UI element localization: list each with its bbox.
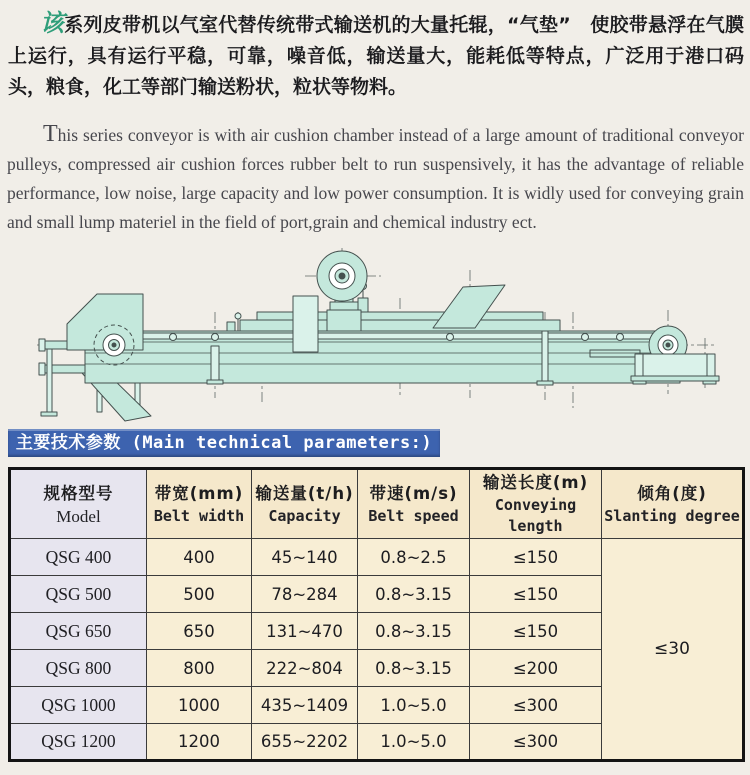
cell-model: QSG 800 — [10, 650, 147, 687]
cell-belt-speed: 0.8~2.5 — [358, 539, 470, 576]
cell-belt-width: 800 — [147, 650, 252, 687]
cell-conveying-length: ≤150 — [470, 613, 602, 650]
cell-belt-speed: 0.8~3.15 — [358, 613, 470, 650]
cell-model: QSG 1200 — [10, 724, 147, 761]
section-banner: 主要技术参数 (Main technical parameters:) — [8, 429, 440, 457]
cell-belt-speed: 1.0~5.0 — [358, 687, 470, 724]
intro-lead-char: 该 — [40, 9, 65, 37]
cell-conveying-length: ≤300 — [470, 687, 602, 724]
cell-belt-speed: 0.8~3.15 — [358, 650, 470, 687]
cell-conveying-length: ≤300 — [470, 724, 602, 761]
cell-conveying-length: ≤200 — [470, 650, 602, 687]
cell-model: QSG 650 — [10, 613, 147, 650]
cell-slanting-degree-merged: ≤30 — [602, 539, 744, 761]
col-header-model: 规格型号 Model — [10, 469, 147, 539]
cell-belt-speed: 0.8~3.15 — [358, 576, 470, 613]
parameters-table — [8, 467, 745, 762]
cell-capacity: 435~1409 — [252, 687, 358, 724]
cell-conveying-length: ≤150 — [470, 576, 602, 613]
col-header-slanting-degree: 倾角(度) Slanting degree — [602, 469, 744, 539]
col-header-capacity: 输送量(t/h) Capacity — [252, 469, 358, 539]
intro-paragraph-en: This series conveyor is with air cushion chamber instead of a large amount of traditional conveyor pulleys, compressed air cushion forces rubber belt to run suspensively, it has the advantage of reliable performance, low noise, large capacity and low power consumption. It is widly used for conveying grain and small lump materiel in the field of port,grain and chemical industry ect. — [7, 121, 744, 232]
col-header-belt-width: 带宽(mm) Belt width — [147, 469, 252, 539]
col-header-belt-speed: 带速(m/s) Belt speed — [358, 469, 470, 539]
cell-model: QSG 400 — [10, 539, 147, 576]
table-row — [10, 539, 744, 576]
cell-belt-width: 650 — [147, 613, 252, 650]
col-header-conveying-length: 输送长度(m) Conveying length — [470, 469, 602, 539]
cell-capacity: 78~284 — [252, 576, 358, 613]
cell-capacity: 222~804 — [252, 650, 358, 687]
cell-capacity: 45~140 — [252, 539, 358, 576]
cell-belt-width: 1200 — [147, 724, 252, 761]
head-support-frame — [631, 354, 719, 384]
cell-conveying-length: ≤150 — [470, 539, 602, 576]
cell-capacity: 655~2202 — [252, 724, 358, 761]
cell-belt-speed: 1.0~5.0 — [358, 724, 470, 761]
air-chamber-housing — [240, 312, 560, 331]
conveyor-technical-drawing — [25, 246, 725, 428]
drive-box — [293, 296, 318, 352]
cell-capacity: 131~470 — [252, 613, 358, 650]
cell-model: QSG 1000 — [10, 687, 147, 724]
intro-text-zh: 系列皮带机以气室代替传统带式输送机的大量托辊，“气垫” 使胶带悬浮在气膜上运行，具有运行平稳，可靠，噪音低，输送量大，能耗低等特点，广泛用于港口码头，粮食，化工等部门输送粉状，粒状等物料。 — [8, 14, 745, 98]
cell-belt-width: 1000 — [147, 687, 252, 724]
cell-belt-width: 400 — [147, 539, 252, 576]
intro-paragraph-zh — [8, 8, 744, 103]
cell-model: QSG 500 — [10, 576, 147, 613]
table-header-row — [10, 469, 744, 539]
cell-belt-width: 500 — [147, 576, 252, 613]
conveyor-drawing-svg — [25, 246, 725, 428]
